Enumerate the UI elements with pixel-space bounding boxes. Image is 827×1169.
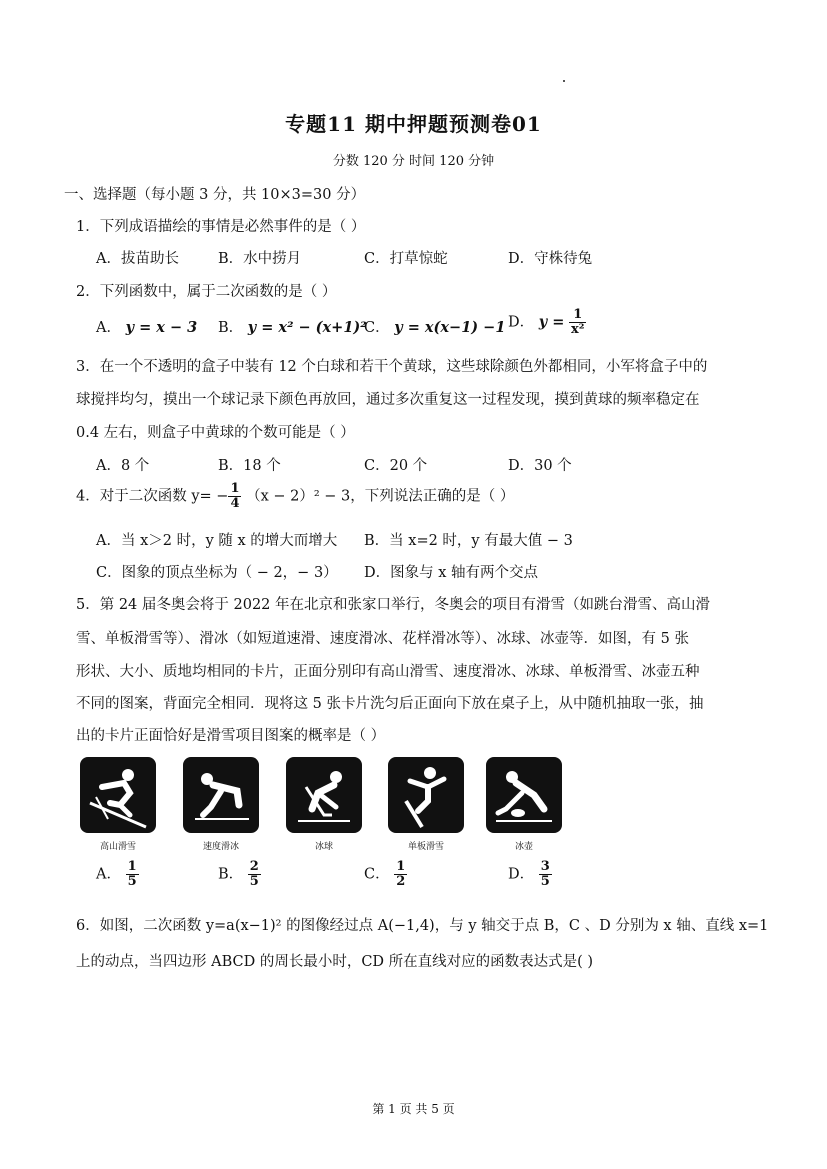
q2-option-c-label: C． (364, 320, 390, 336)
q5-option-d-fraction (539, 860, 552, 889)
caption-ice-hockey: 冰球 (314, 842, 333, 852)
curler-icon (486, 757, 562, 833)
page-footer: 第 1 页 共 5 页 (372, 1102, 455, 1116)
curling-pictogram (486, 757, 562, 833)
snowboard-pictogram (388, 757, 464, 833)
q5-option-b-fraction (248, 860, 261, 889)
question-3-line-3: 0.4 左右，则盒子中黄球的个数可能是（ ） (76, 425, 355, 441)
exam-info: 分数 120 分 时间 120 分钟 (332, 154, 495, 169)
caption-curling: 冰壶 (514, 842, 533, 852)
q2-option-b-expr: y = x² − (x+1)² (247, 319, 367, 336)
q3-option-d: D．30 个 (508, 458, 572, 474)
q3-option-a: A．8 个 (96, 458, 150, 474)
question-5-line-4: 不同的图案，背面完全相同．现将这 5 张卡片洗匀后正面向下放在桌子上，从中随机抽取一张，抽 (76, 696, 704, 712)
page-title: 专题11 期中押题预测卷01 (285, 112, 542, 136)
q5-option-a-fraction (126, 860, 139, 889)
fraction-denominator: 4 (230, 496, 240, 511)
skier-icon (80, 757, 156, 833)
question-6-line-1: 6．如图，二次函数 y=a(x−1)² 的图像经过点 A(−1,4)，与 y 轴交于点 B，C 、D 分别为 x 轴、直线 x=1 (76, 918, 769, 934)
q4-stem-pre: 4．对于二次函数 y= − (76, 488, 229, 505)
q1-option-c: C．打草惊蛇 (364, 251, 448, 267)
q2-option-d-label: D． (508, 314, 535, 331)
question-5-line-2: 雪、单板滑雪等）、滑冰（如短道速滑、速度滑冰、花样滑冰等）、冰球、冰壶等．如图，有 5 张 (76, 631, 689, 647)
fraction-denominator: x² (570, 322, 585, 337)
q2-option-b-label: B． (218, 320, 244, 336)
q5-option-d-label: D． (508, 866, 535, 883)
question-5-line-3: 形状、大小、质地均相同的卡片，正面分别印有高山滑雪、速度滑冰、冰球、单板滑雪、冰壶五种 (76, 664, 700, 680)
ice-hockey-pictogram (286, 757, 362, 833)
caption-snowboard: 单板滑雪 (407, 842, 444, 852)
top-dot (563, 80, 565, 82)
alpine-skiing-pictogram (80, 757, 156, 833)
question-2-stem: 2．下列函数中，属于二次函数的是（ ） (76, 284, 337, 300)
q5-option-d (508, 860, 552, 889)
q4-option-d: D．图象与 x 轴有两个交点 (364, 565, 539, 581)
q2-option-d (508, 308, 586, 337)
q5-option-b (218, 860, 261, 889)
caption-speed-skating: 速度滑冰 (202, 842, 239, 852)
caption-alpine-skiing: 高山滑雪 (99, 842, 136, 852)
q5-option-c-label: C． (364, 866, 390, 883)
q2-option-d-fraction (569, 308, 586, 337)
question-1-stem: 1．下列成语描绘的事情是必然事件的是（ ） (76, 219, 366, 235)
q4-option-c: C．图象的顶点坐标为（ − 2，− 3） (96, 565, 338, 581)
fraction-denominator: 5 (249, 874, 259, 889)
q2-option-a-label: A． (96, 320, 121, 336)
q5-option-c (364, 860, 407, 889)
fraction-numerator: 1 (127, 859, 137, 874)
q1-option-b: B．水中捞月 (218, 251, 302, 267)
fraction-denominator: 5 (540, 874, 550, 889)
q5-option-c-fraction (394, 860, 407, 889)
q1-option-a: A．拔苗助长 (96, 251, 179, 267)
fraction-numerator: 2 (249, 859, 259, 874)
q2-option-c-expr: y = x(x−1) −1 (394, 319, 506, 336)
snowboarder-icon (388, 757, 464, 833)
q3-option-b: B．18 个 (218, 458, 281, 474)
question-3-line-1: 3．在一个不透明的盒子中装有 12 个白球和若干个黄球，这些球除颜色外都相同，小军将盒子中的 (76, 359, 708, 375)
q5-option-a-label: A． (96, 866, 121, 883)
fraction-numerator: 3 (540, 859, 550, 874)
q2-option-b (218, 316, 367, 337)
question-3-line-2: 球搅拌均匀，摸出一个球记录下颜色再放回，通过多次重复这一过程发现，摸到黄球的频率稳定在 (76, 392, 700, 408)
question-5-line-1: 5．第 24 届冬奥会将于 2022 年在北京和张家口举行，冬奥会的项目有滑雪（如跳台滑雪、高山滑 (76, 597, 711, 613)
q5-option-b-label: B． (218, 866, 244, 883)
q2-option-a (96, 316, 197, 337)
question-4-stem (76, 482, 514, 511)
fraction-numerator: 1 (396, 859, 406, 874)
question-5-line-5: 出的卡片正面恰好是滑雪项目图案的概率是（ ） (76, 728, 386, 744)
speed-skater-icon (183, 757, 259, 833)
hockey-player-icon (286, 757, 362, 833)
q2-option-a-expr: y = x − 3 (125, 319, 198, 336)
q4-stem-post: （x − 2）² − 3，下列说法正确的是（ ） (246, 488, 515, 505)
fraction-denominator: 5 (127, 874, 137, 889)
q2-option-c (364, 316, 505, 337)
q2-option-d-prefix: y = (538, 313, 565, 331)
question-6-line-2: 上的动点，当四边形 ABCD 的周长最小时，CD 所在直线对应的函数表达式是( ) (76, 954, 594, 970)
speed-skating-pictogram (183, 757, 259, 833)
q4-option-a: A．当 x＞2 时，y 随 x 的增大而增大 (96, 533, 338, 549)
q4-option-b: B．当 x=2 时，y 有最大值 − 3 (364, 533, 573, 549)
q4-fraction (228, 482, 241, 511)
fraction-denominator: 2 (396, 874, 406, 889)
fraction-numerator: 1 (230, 481, 240, 496)
fraction-numerator: 1 (569, 308, 586, 323)
q5-option-a (96, 860, 139, 889)
section-heading: 一、选择题（每小题 3 分，共 10×3=30 分） (64, 187, 366, 203)
q3-option-c: C．20 个 (364, 458, 428, 474)
q1-option-d: D．守株待兔 (508, 251, 593, 267)
